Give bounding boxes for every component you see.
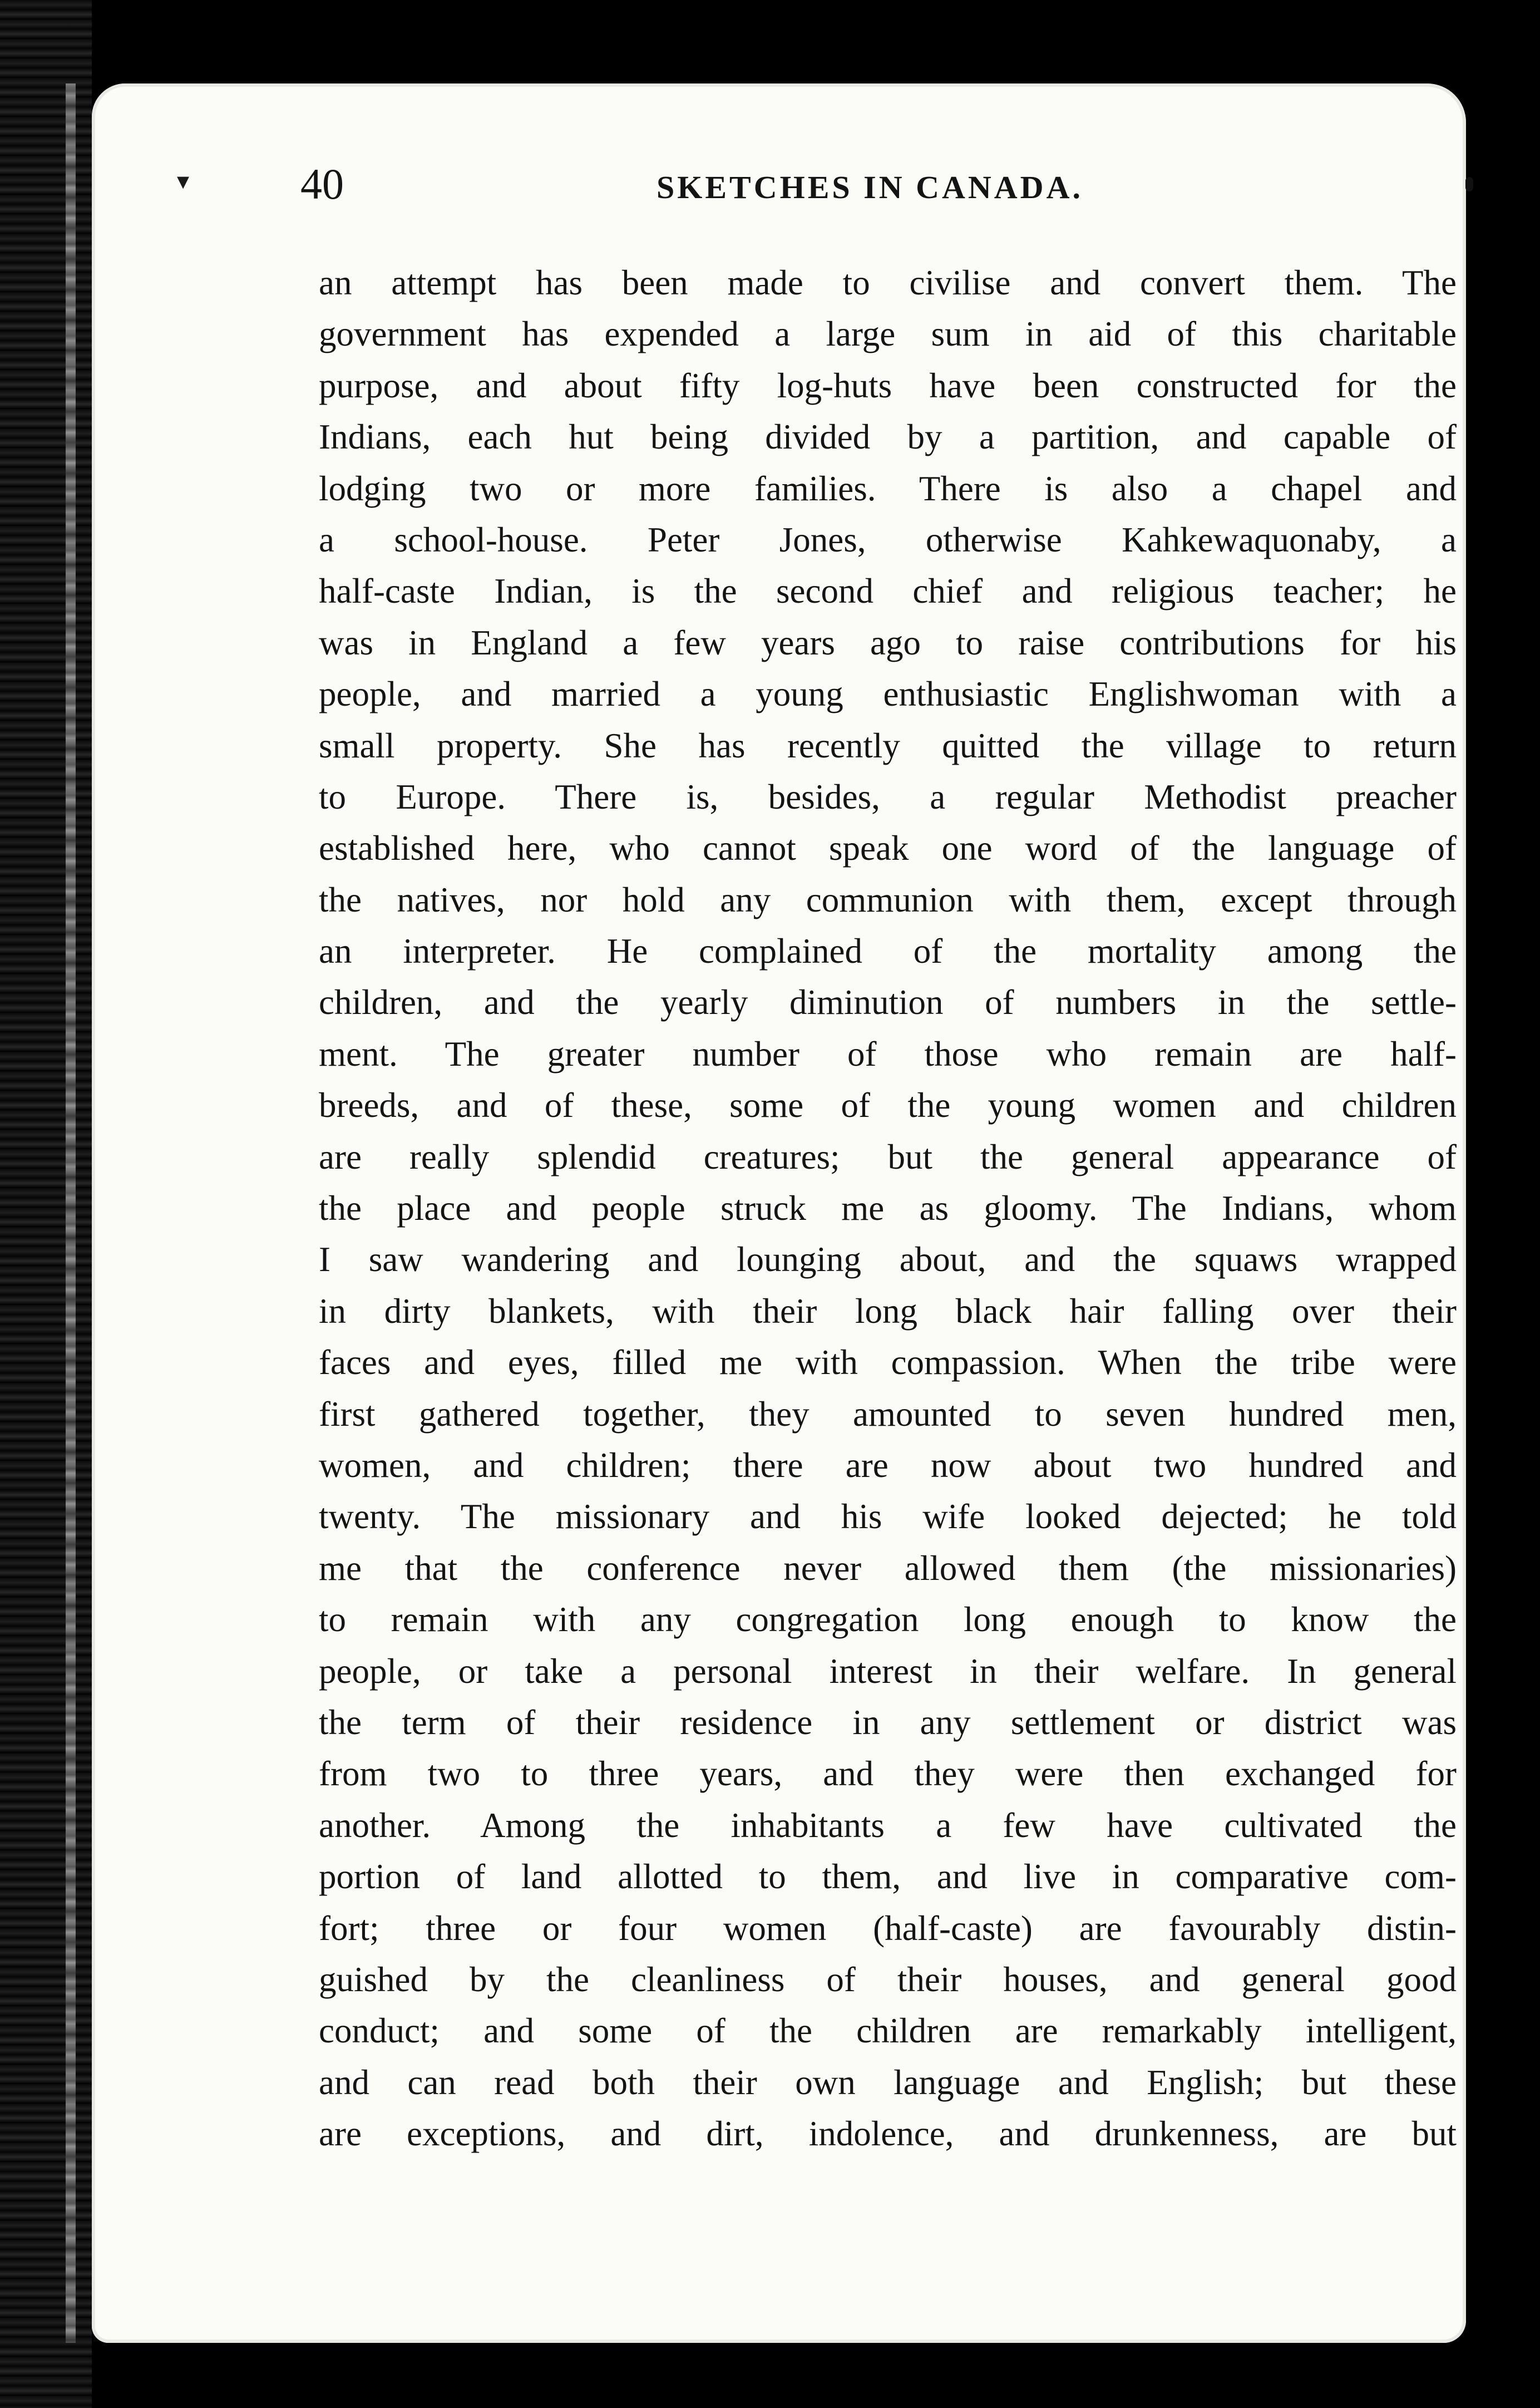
text-line: and can read both their own language and English; but these [319, 2062, 1457, 2102]
text-line: ment. The greater number of those who remain are half- [319, 1034, 1457, 1073]
text-line: are exceptions, and dirt, indolence, and drunkenness, are but [319, 2114, 1457, 2154]
text-line: faces and eyes, filled me with compassion. When the tribe were [319, 1343, 1457, 1382]
text-line: small property. She has recently quitted the village to return [319, 726, 1457, 765]
page-header [300, 162, 1463, 218]
text-line: from two to three years, and they were then exchanged for [319, 1754, 1457, 1794]
text-line: Indians, each hut being divided by a partition, and capable of [319, 417, 1457, 457]
text-line: a school-house. Peter Jones, otherwise Kahkewaquonaby, a [319, 520, 1457, 559]
text-line: women, and children; there are now about two hundred and [319, 1445, 1457, 1485]
text-line: I saw wandering and lounging about, and the squaws wrapped [319, 1240, 1457, 1279]
text-line: another. Among the inhabitants a few have cultivated the [319, 1805, 1457, 1845]
margin-ornament-icon: ▾ [177, 167, 190, 195]
margin-ink-dot [1465, 177, 1473, 191]
text-line: purpose, and about fifty log-huts have been constructed for the [319, 366, 1457, 405]
text-line: portion of land allotted to them, and live in comparative com- [319, 1857, 1457, 1897]
text-line: half-caste Indian, is the second chief and religious teacher; he [319, 572, 1457, 611]
body-text [319, 257, 1457, 2159]
text-line: fort; three or four women (half-caste) are favourably distin- [319, 1908, 1457, 1948]
text-line: in dirty blankets, with their long black hair falling over their [319, 1291, 1457, 1331]
text-line: me that the conference never allowed them (the missionaries) [319, 1548, 1457, 1588]
text-line: conduct; and some of the children are remarkably intelligent, [319, 2011, 1457, 2051]
text-line: to remain with any congregation long enough to know the [319, 1600, 1457, 1639]
text-line: an interpreter. He complained of the mortality among the [319, 932, 1457, 971]
text-line: are really splendid creatures; but the general appearance of [319, 1137, 1457, 1176]
text-line: children, and the yearly diminution of numbers in the settle- [319, 983, 1457, 1022]
text-line: twenty. The missionary and his wife looked dejected; he told [319, 1497, 1457, 1537]
page-number: 40 [300, 160, 344, 208]
book-spine-edge [0, 0, 92, 2408]
text-line: breeds, and of these, some of the young women and children [319, 1086, 1457, 1125]
text-line: to Europe. There is, besides, a regular Methodist preacher [319, 777, 1457, 816]
text-line: guished by the cleanliness of their houses, and general good [319, 1959, 1457, 1999]
text-line: first gathered together, they amounted to seven hundred men, [319, 1394, 1457, 1434]
text-line: was in England a few years ago to raise contributions for his [319, 623, 1457, 662]
text-line: established here, who cannot speak one word of the language of [319, 829, 1457, 868]
text-line: government has expended a large sum in aid of this charitable [319, 314, 1457, 354]
text-line: the place and people struck me as gloomy. The Indians, whom [319, 1189, 1457, 1228]
running-head: SKETCHES IN CANADA. [657, 169, 1083, 205]
text-line: an attempt has been made to civilise and convert them. The [319, 263, 1457, 302]
text-line: the term of their residence in any settlement or district was [319, 1702, 1457, 1742]
text-line: people, and married a young enthusiastic Englishwoman with a [319, 674, 1457, 714]
text-line: lodging two or more families. There is also a chapel and [319, 469, 1457, 508]
page-edge-stack [66, 83, 76, 2343]
text-line: people, or take a personal interest in their welfare. In general [319, 1651, 1457, 1691]
text-line: the natives, nor hold any communion with them, except through [319, 880, 1457, 919]
